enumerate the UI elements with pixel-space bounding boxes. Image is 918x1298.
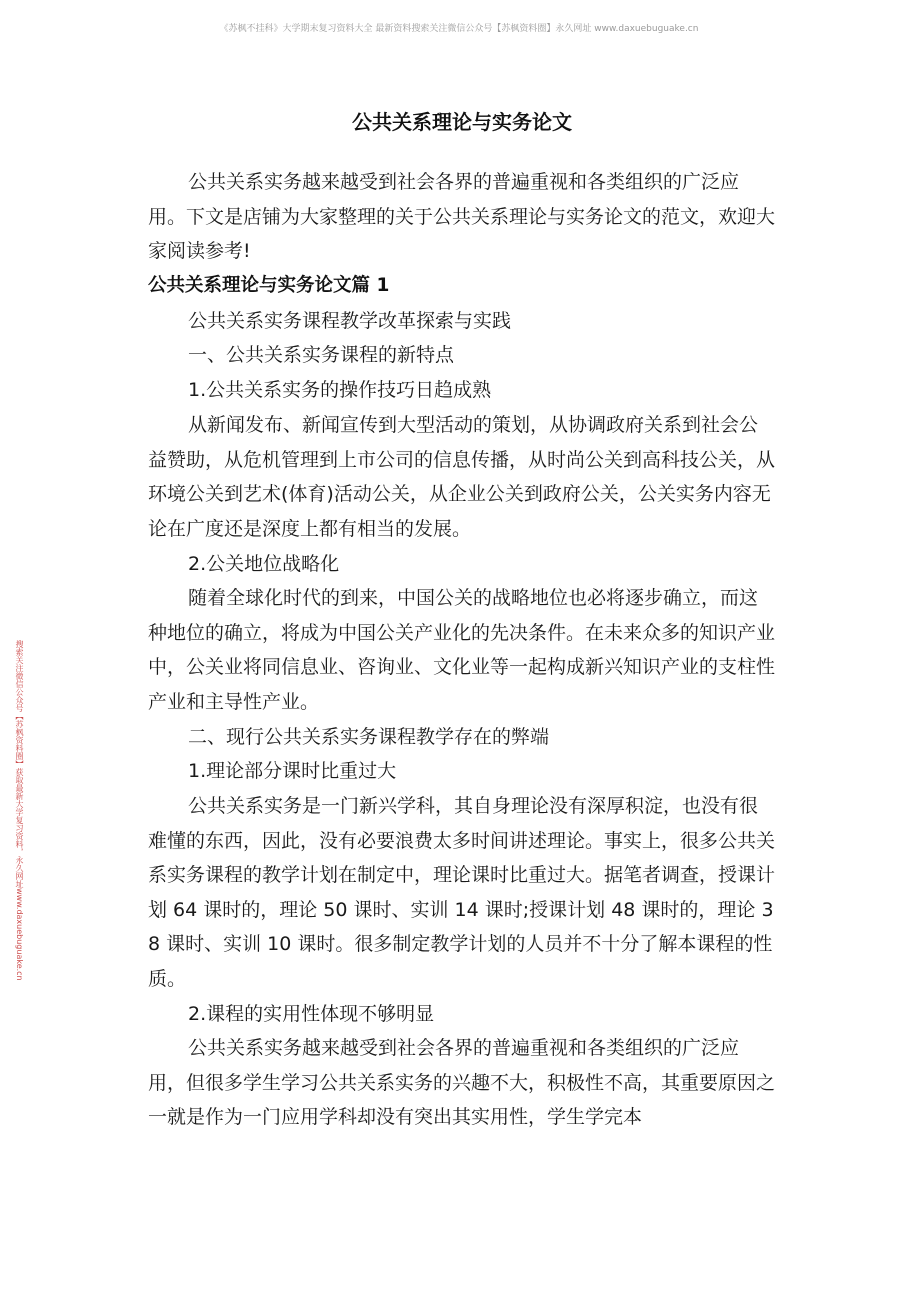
paragraph-practice-skills: 从新闻发布、新闻宣传到大型活动的策划，从协调政府关系到社会公益赞助，从危机管理到上市公司的信息传播，从时尚公关到高科技公关，从环境公关到艺术(体育)活动公关，从企业公关到政府公关，公关实务内容无论在广度还是深度上都有相当的发展。 bbox=[148, 414, 776, 540]
heading-part-two-point-one: 1.理论部分课时比重过大 bbox=[188, 760, 397, 782]
section-heading: 公共关系理论与实务论文篇 1 bbox=[148, 275, 390, 296]
side-watermark-note: 搜索关注微信公众号【苏枫资料圈】获取最新大学复习资料，永久网址www.daxuebuguake.cn bbox=[15, 640, 24, 981]
header-watermark-note: 《苏枫不挂科》大学期末复习资料大全 最新资料搜索关注微信公众号【苏枫资料圈】永久网址 www.daxuebuguake.cn bbox=[219, 24, 699, 34]
intro-paragraph: 公共关系实务越来越受到社会各界的普遍重视和各类组织的广泛应用。下文是店铺为大家整理的关于公共关系理论与实务论文的范文，欢迎大家阅读参考! bbox=[148, 171, 776, 263]
article-subtitle: 公共关系实务课程教学改革探索与实践 bbox=[188, 310, 512, 332]
paragraph-theory-hours: 公共关系实务是一门新兴学科，其自身理论没有深厚积淀，也没有很难懂的东西，因此，没有必要浪费太多时间讲述理论。事实上，很多公共关系实务课程的教学计划在制定中，理论课时比重过大。据笔者调查，授课计划 64 课时的，理论 50 课时、实训 14 课时;授课计划 48 课时的，理论 38 课时、实训 10 课时。很多制定教学计划的人员并不十分了解本课程的性质。 bbox=[148, 795, 776, 990]
document-title: 公共关系理论与实务论文 bbox=[352, 110, 572, 134]
heading-part-two-point-two: 2.课程的实用性体现不够明显 bbox=[188, 1003, 435, 1025]
heading-part-one-point-two: 2.公关地位战略化 bbox=[188, 553, 340, 575]
heading-part-two: 二、现行公共关系实务课程教学存在的弊端 bbox=[188, 726, 550, 748]
paragraph-strategic-position: 随着全球化时代的到来，中国公关的战略地位也必将逐步确立，而这种地位的确立，将成为中国公关产业化的先决条件。在未来众多的知识产业中，公关业将同信息业、咨询业、文化业等一起构成新兴知识产业的支柱性产业和主导性产业。 bbox=[148, 587, 776, 713]
heading-part-one-point-one: 1.公共关系实务的操作技巧日趋成熟 bbox=[188, 379, 492, 401]
paragraph-practicality: 公共关系实务越来越受到社会各界的普遍重视和各类组织的广泛应用，但很多学生学习公共关系实务的兴趣不大，积极性不高，其重要原因之一就是作为一门应用学科却没有突出其实用性，学生学完本 bbox=[148, 1037, 776, 1129]
heading-part-one: 一、公共关系实务课程的新特点 bbox=[188, 344, 455, 366]
